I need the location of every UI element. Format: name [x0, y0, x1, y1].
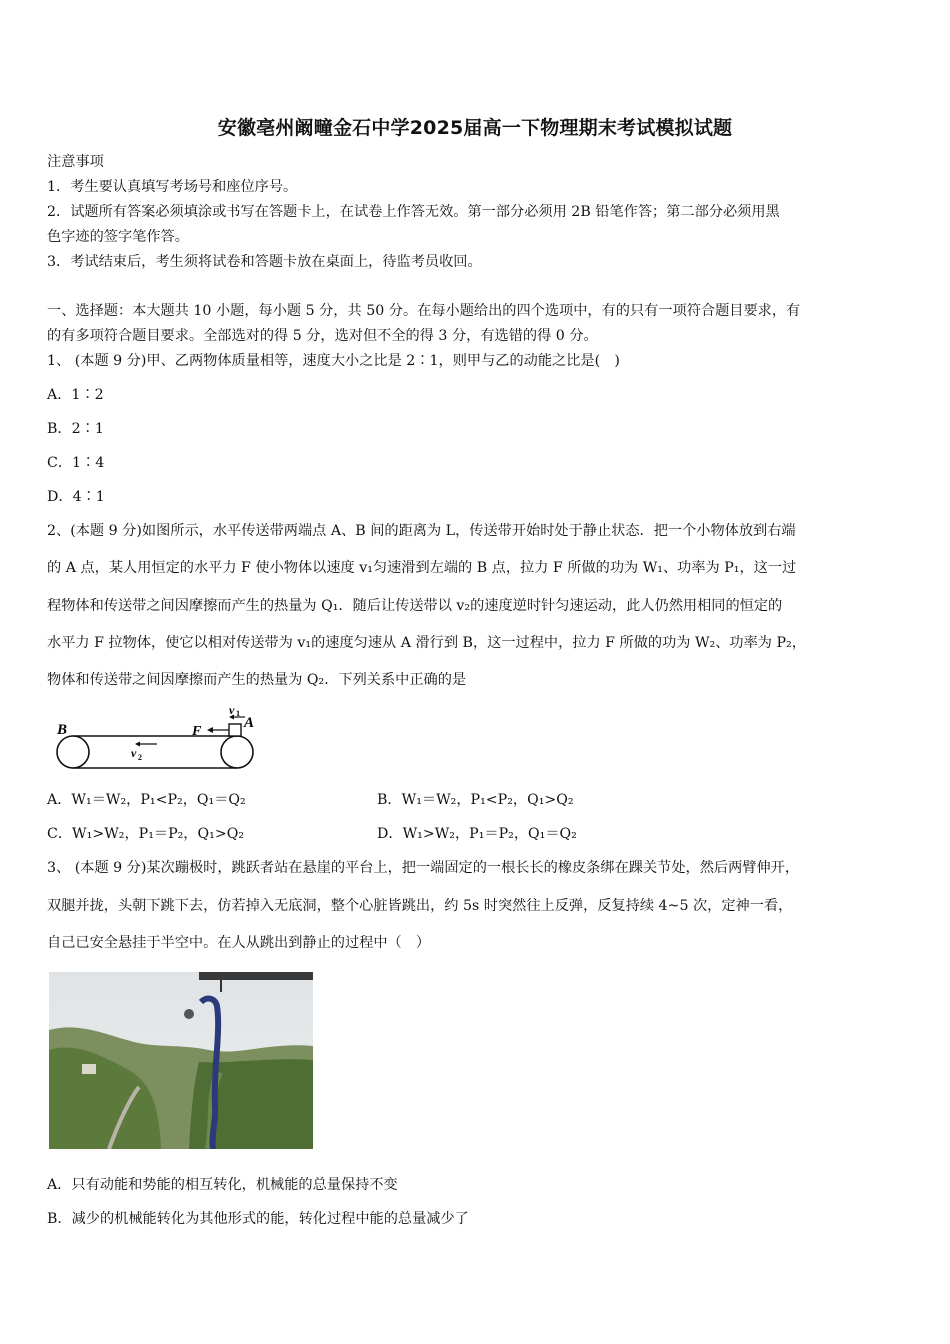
q3-stem-line-3: 自己已安全悬挂于半空中。在人从跳出到静止的过程中（ ） [47, 935, 431, 951]
q3-stem-line-1: 3、 (本题 9 分)某次蹦极时，跳跃者站在悬崖的平台上，把一端固定的一根长长的橡皮条绑在踝关节处，然后两臂伸开， [47, 860, 800, 876]
label-b: B [57, 722, 68, 738]
notice-heading: 注意事项 [47, 154, 104, 170]
q2-stem-line-4: 水平力 F 拉物体，使它以相对传送带为 v₁的速度匀速从 A 滑行到 B，这一过程中，拉力 F 所做的功为 W₂、功率为 P₂， [47, 635, 806, 651]
q3-option-b: B．减少的机械能转化为其他形式的能，转化过程中能的总量减少了 [47, 1211, 469, 1227]
page-title: 安徽亳州阚疃金石中学2025届高一下物理期末考试模拟试题 [217, 117, 733, 139]
conveyor-belt-figure [47, 704, 267, 774]
q2-option-c: C．W₁>W₂，P₁＝P₂，Q₁>Q₂ [47, 826, 245, 842]
force-arrowhead [207, 727, 213, 733]
label-v1: v [229, 704, 235, 717]
section-heading: 一、选择题：本大题共 10 小题，每小题 5 分，共 50 分。在每小题给出的四个选项中，有的只有一项符合题目要求，有 [47, 303, 801, 319]
right-pulley [221, 736, 253, 768]
q2-option-d: D．W₁>W₂，P₁＝P₂，Q₁＝Q₂ [377, 826, 577, 842]
q2-option-b: B．W₁＝W₂，P₁<P₂，Q₁>Q₂ [377, 792, 574, 808]
q1-option-b: B．2∶1 [47, 421, 104, 437]
q1-option-a: A．1∶2 [47, 387, 104, 403]
notice-item-2: 2．试题所有答案必须填涂或书写在答题卡上，在试卷上作答无效。第一部分必须用 2B 铅笔作答；第二部分必须用黑 [47, 204, 780, 220]
section-heading-cont: 的有多项符合题目要求。全部选对的得 5 分，选对但不全的得 3 分，有选错的得 0 分。 [47, 328, 598, 344]
q2-stem-line-5: 物体和传送带之间因摩擦而产生的热量为 Q₂．下列关系中正确的是 [47, 672, 467, 688]
left-pulley [57, 736, 89, 768]
label-v2: v [131, 746, 137, 760]
q2-stem-line-1: 2、(本题 9 分)如图所示，水平传送带两端点 A、B 间的距离为 L，传送带开始时处于静止状态．把一个小物体放到右端 [47, 523, 796, 539]
q3-stem-line-2: 双腿并拢，头朝下跳下去，仿若掉入无底洞，整个心脏皆跳出，约 5s 时突然往上反弹，反复持续 4~5 次，定神一看， [47, 898, 793, 914]
q2-stem-line-3: 程物体和传送带之间因摩擦而产生的热量为 Q₁．随后让传送带以 v₂的速度逆时针匀速运动，此人仍然用相同的恒定的 [47, 598, 783, 614]
label-f: F [192, 724, 202, 739]
label-a: A [244, 715, 255, 731]
q2-option-a: A．W₁＝W₂，P₁<P₂，Q₁＝Q₂ [47, 792, 246, 808]
notice-item-2-cont: 色字迹的签字笔作答。 [47, 229, 189, 245]
q1-option-c: C．1∶4 [47, 455, 105, 471]
q1-option-d: D．4∶1 [47, 489, 105, 505]
q2-stem-line-2: 的 A 点，某人用恒定的水平力 F 使小物体以速度 v₁匀速滑到左端的 B 点，拉力 F 所做的功为 W₁、功率为 P₁，这一过 [47, 560, 797, 576]
q1-stem: 1、 (本题 9 分)甲、乙两物体质量相等，速度大小之比是 2∶1，则甲与乙的动能之比是( ) [47, 353, 620, 369]
q3-option-a: A．只有动能和势能的相互转化，机械能的总量保持不变 [47, 1177, 398, 1193]
bungee-jump-photo [49, 972, 313, 1149]
label-v1-sub: 1 [236, 709, 240, 718]
notice-item-1: 1．考生要认真填写考场号和座位序号。 [47, 179, 298, 195]
small-block [229, 724, 241, 736]
notice-item-3: 3．考试结束后，考生须将试卷和答题卡放在桌面上，待监考员收回。 [47, 254, 482, 270]
label-v2-sub: 2 [138, 753, 142, 762]
